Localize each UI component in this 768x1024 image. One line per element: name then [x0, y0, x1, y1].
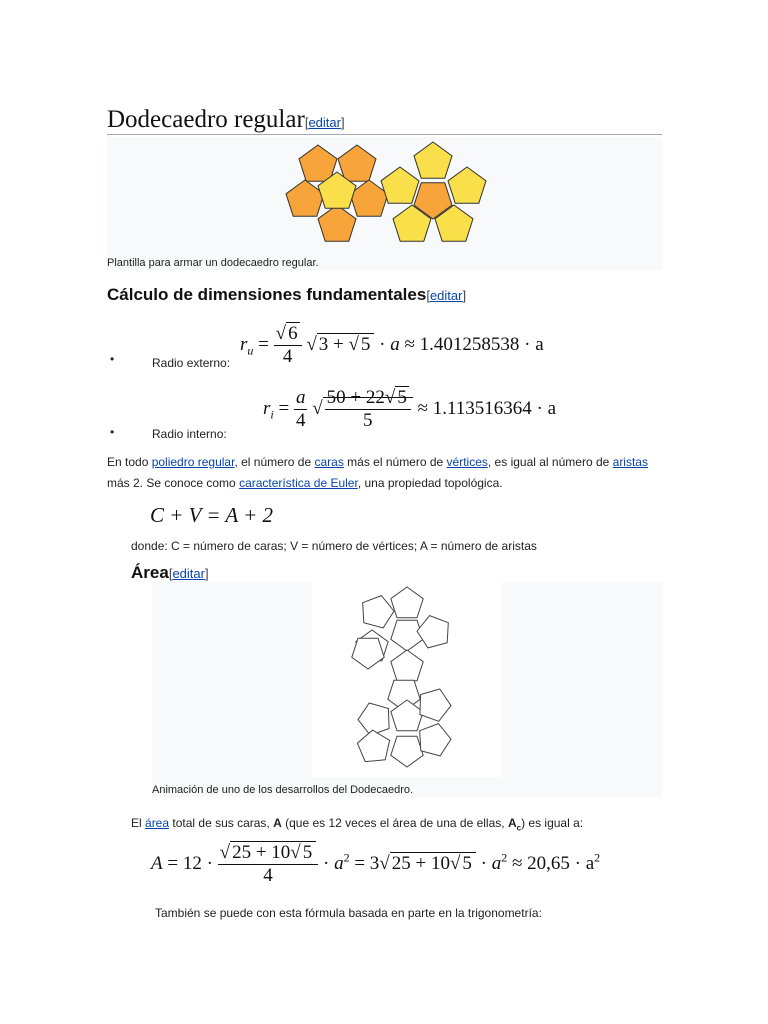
dodecahedron-net-image: [312, 582, 502, 777]
bullet-dot: •: [110, 425, 115, 439]
link-edges[interactable]: aristas: [612, 455, 648, 469]
bullet-label: Radio externo:: [152, 356, 231, 370]
approx-value: ≈ 1.401258538 · a: [404, 333, 544, 355]
edit-link[interactable]: editar: [429, 288, 463, 303]
edit-link[interactable]: editar: [308, 115, 341, 130]
page-title-text: Dodecaedro regular: [107, 106, 305, 133]
area-paragraph: El área total de sus caras, A (que es 12 veces el área de una de ellas, $A_c$) es igual a:: [131, 816, 584, 833]
figure-animation: [152, 582, 662, 797]
net-face: [363, 596, 394, 628]
orange-face: [318, 205, 356, 241]
figure-template: [107, 137, 662, 270]
dodecahedron-template-image: [107, 137, 662, 270]
bullet-dot: •: [110, 352, 115, 366]
section-heading-area: [131, 563, 209, 583]
euler-formula: C + V = A + 2: [150, 503, 274, 527]
bracket-close: ]: [340, 115, 345, 130]
net-face: [352, 638, 384, 669]
euler-paragraph: En todo poliedro regular, el número de caras más el número de vértices, es igual al número de aristas más 2. Se conoce como característica de Euler, una propiedad topológica.: [107, 455, 648, 490]
section-title: Área: [131, 563, 169, 582]
link-faces[interactable]: caras: [314, 455, 344, 469]
net-face: [391, 587, 423, 618]
area-formula: A = 12 · $\frac{√ 25 + 10√ 5}{4}$ · $a^2 = 3√$ 25 + 10√ $5 \cdot a^2 \approx 20,65 \cdot a^2$: [151, 842, 601, 886]
net-face: [420, 724, 451, 756]
math-var: r: [263, 397, 271, 419]
section-title: Cálculo de dimensiones fundamentales: [107, 285, 427, 304]
edit-section-link: [305, 115, 345, 130]
net-face: [357, 730, 389, 762]
edit-section-link: [editar]: [168, 566, 209, 581]
bold-ac: $A_c$: [507, 816, 522, 833]
net-face: [391, 650, 423, 681]
fraction: $\frac{√ 25 + 10√ 5}{4}$: [218, 842, 319, 887]
math-var: r: [240, 333, 248, 355]
math-sub: i: [270, 407, 274, 422]
yellow-face: [381, 167, 419, 203]
trig-note: También se puede con esta fórmula basada en parte en la trigonometría:: [155, 906, 542, 920]
net-face: [391, 736, 423, 767]
formula-internal-radius: $r_i$ = $\frac{a}{4}$ √ $\frac{50 + 22√ 5}{5}$ ≈ 1.113516364 · a: [263, 387, 557, 431]
orange-face: [338, 145, 376, 181]
net-face: [417, 616, 448, 648]
yellow-face: [414, 142, 452, 178]
net-face: [420, 689, 451, 721]
section-heading-dimensions: [107, 285, 466, 305]
link-euler-characteristic[interactable]: característica de Euler: [239, 476, 358, 490]
approx-value: ≈ 1.113516364 · a: [417, 397, 557, 419]
math-sub: u: [247, 343, 254, 358]
heading-rule: [107, 134, 662, 135]
approx-value: ≈ 20,65 · a: [511, 852, 595, 874]
animation-frame: [312, 582, 502, 777]
fraction: $\frac{√ 6}{4}$: [274, 323, 302, 368]
edit-section-link: [editar]: [426, 288, 467, 303]
formula-external-radius: $r_u$ = $\frac{√ 6}{4}$ √ 3 + √ 5 · a ≈ 1.401258538 · a: [240, 323, 544, 367]
net-face: [391, 620, 423, 651]
link-area[interactable]: área: [145, 816, 170, 830]
fraction: $\frac{a}{4}$: [295, 387, 306, 431]
bullet-label: Radio interno:: [152, 427, 227, 441]
link-vertices[interactable]: vértices: [446, 455, 488, 469]
page-title: [107, 106, 345, 134]
figure-caption: Plantilla para armar un dodecaedro regular.: [107, 257, 319, 269]
link-regular-polyhedron[interactable]: poliedro regular: [151, 455, 235, 469]
bold-a: A: [273, 816, 282, 830]
edit-link[interactable]: editar: [172, 566, 205, 581]
bracket-open: [: [304, 115, 309, 130]
euler-where: donde: C = número de caras; V = número de vértices; A = número de aristas: [131, 539, 537, 553]
yellow-face: [448, 167, 486, 203]
figure-caption: Animación de uno de los desarrollos del Dodecaedro.: [152, 784, 414, 796]
